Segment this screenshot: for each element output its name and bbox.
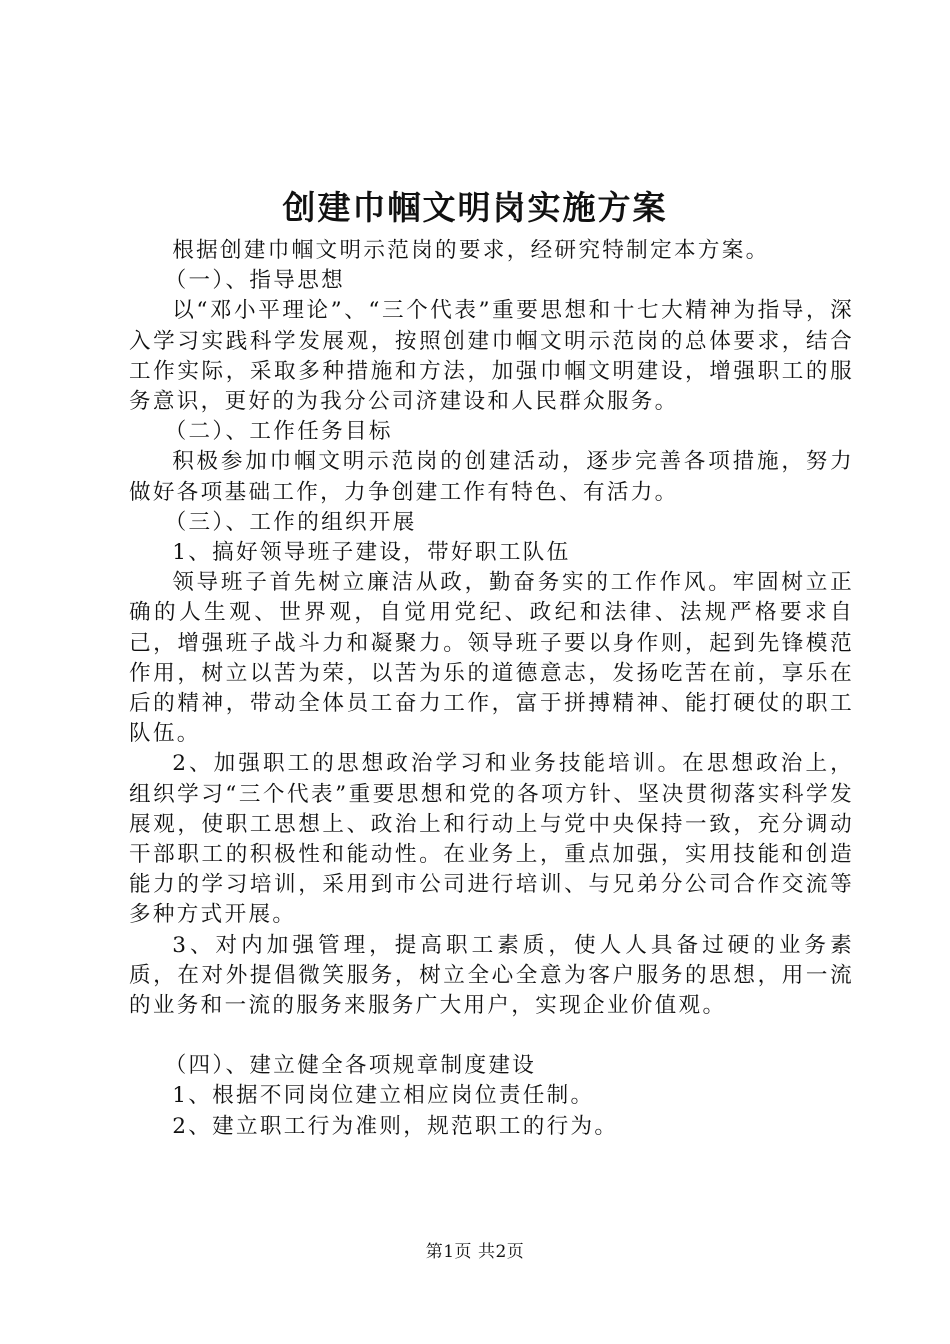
list-item: 1、搞好领导班子建设，带好职工队伍 [172, 540, 571, 566]
list-item: 1、根据不同岗位建立相应岗位责任制。 [172, 1083, 595, 1109]
section-heading-3: （三）、工作的组织开展 [164, 509, 417, 535]
page-footer: 第1页 共2页 [425, 1242, 525, 1262]
body-paragraph: 积极参加巾帼文明示范岗的创建活动，逐步完善各项措施，努力做好各项基础工作，力争创建工作有特色、有活力。 [129, 449, 854, 505]
list-item: 3、对内加强管理，提高职工素质，使人人具备过硬的业务素质，在对外提倡微笑服务，树立全心全意为客户服务的思想，用一流的业务和一流的服务来服务广大用户，实现企业价值观。 [129, 932, 854, 1019]
section-heading-1: （一）、指导思想 [164, 268, 345, 294]
document-title: 创建巾帼文明岗实施方案 [282, 188, 668, 227]
document-body [129, 236, 854, 1142]
body-paragraph: 领导班子首先树立廉洁从政，勤奋务实的工作作风。牢固树立正确的人生观、世界观，自觉用党纪、政纪和法律、法规严格要求自己，增强班子战斗力和凝聚力。领导班子要以身作则，起到先锋模范作用，树立以苦为荣，以苦为乐的道德意志，发扬吃苦在前，享乐在后的精神，带动全体员工奋力工作，富于拼搏精神、能打硬仗的职工队伍。 [129, 570, 854, 747]
section-heading-4: （四）、建立健全各项规章制度建设 [164, 1053, 537, 1079]
intro-paragraph: 根据创建巾帼文明示范岗的要求，经研究特制定本方案。 [172, 238, 770, 263]
list-item: 2、加强职工的思想政治学习和业务技能培训。在思想政治上，组织学习“三个代表”重要思想和党的各项方针、坚决贯彻落实科学发展观，使职工思想上、政治上和行动上与党中央保持一致，充分调动干部职工的积极性和能动性。在业务上，重点加强，实用技能和创造能力的学习培训，采用到市公司进行培训、与兄弟分公司合作交流等多种方式开展。 [129, 751, 854, 928]
section-heading-2: （二）、工作任务目标 [164, 419, 393, 445]
list-item: 2、建立职工行为准则，规范职工的行为。 [172, 1113, 619, 1139]
body-paragraph: 以“邓小平理论”、“三个代表”重要思想和十七大精神为指导，深入学习实践科学发展观，按照创建巾帼文明示范岗的总体要求，结合工作实际，采取多种措施和方法，加强巾帼文明建设，增强职工的服务意识，更好的为我分公司济建设和人民群众服务。 [129, 298, 854, 415]
